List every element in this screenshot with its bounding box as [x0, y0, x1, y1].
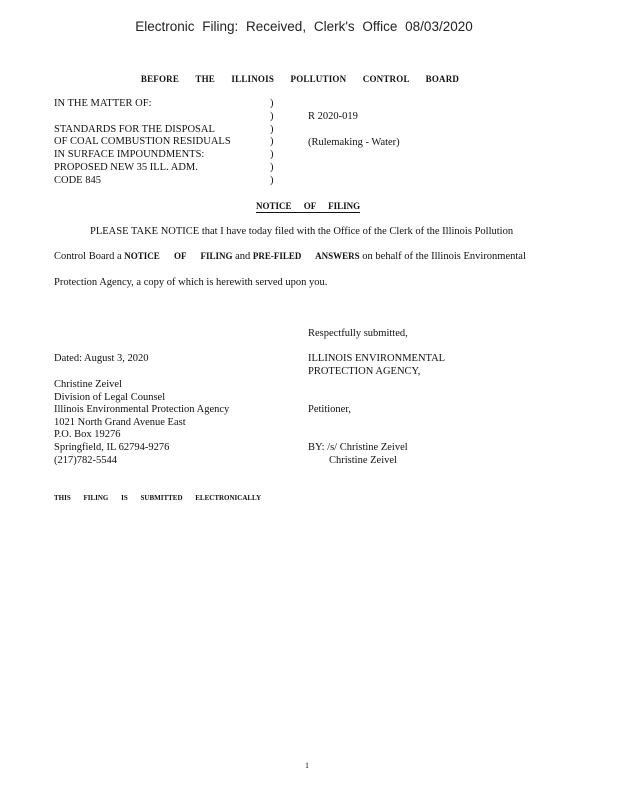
contact-line: P.O. Box 19276: [54, 429, 121, 441]
contact-block: [54, 379, 229, 467]
agency-line: PROTECTION AGENCY,: [308, 365, 421, 377]
caption-paren: ): [270, 123, 274, 135]
caption-parentheses: [270, 98, 274, 188]
caption-line: IN SURFACE IMPOUNDMENTS:: [54, 149, 205, 161]
notice-paragraph-line-3: Protection Agency, a copy of which is herewith served upon you.: [54, 277, 328, 288]
caption-line: OF COAL COMBUSTION RESIDUALS: [54, 136, 231, 148]
text-run: and: [232, 251, 253, 262]
petitioner-label: Petitioner,: [308, 404, 352, 415]
text-run: on behalf of the Illinois Environmental: [359, 251, 526, 262]
agency-name: [308, 353, 445, 379]
caption-line: PROPOSED NEW 35 ILL. ADM.: [54, 161, 198, 173]
page-number: 1: [305, 761, 309, 770]
contact-line: Illinois Environmental Protection Agency: [54, 404, 230, 416]
proceeding-type: (Rulemaking - Water): [308, 137, 400, 148]
board-title: BEFORE THE ILLINOIS POLLUTION CONTROL BOARD: [140, 74, 460, 84]
document-name-notice: NOTICE OF FILING: [124, 251, 233, 261]
respectfully-submitted: Respectfully submitted,: [308, 328, 408, 339]
caption-line: [54, 111, 231, 124]
signature-line: BY: /s/ Christine Zeivel: [308, 442, 408, 453]
agency-line: ILLINOIS ENVIRONMENTAL: [308, 353, 446, 364]
signatory-name: Christine Zeivel: [329, 454, 397, 466]
notice-paragraph-line-2: [54, 251, 526, 262]
contact-line: Division of Legal Counsel: [54, 391, 166, 403]
caption-line: STANDARDS FOR THE DISPOSAL: [54, 123, 215, 135]
date-line: Dated: August 3, 2020: [54, 353, 149, 364]
contact-line: 1021 North Grand Avenue East: [54, 416, 186, 428]
case-number: R 2020-019: [308, 111, 358, 122]
caption-paren: ): [270, 149, 274, 161]
contact-line: Springfield, IL 62794-9276: [54, 441, 170, 453]
electronic-filing-stamp: Electronic Filing: Received, Clerk's Office 08/03/2020: [135, 19, 473, 34]
document-name-answers: PRE-FILED ANSWERS: [252, 251, 360, 261]
caption-paren: ): [270, 98, 274, 109]
caption-paren: ): [270, 110, 274, 122]
signature-block: [308, 442, 408, 468]
caption-paren: ): [270, 174, 274, 186]
text-run: Control Board a: [54, 251, 125, 262]
contact-line: Christine Zeivel: [54, 379, 122, 390]
caption-paren: ): [270, 136, 274, 148]
notice-heading: NOTICE OF FILING: [256, 201, 361, 211]
caption-line: IN THE MATTER OF:: [54, 98, 152, 109]
caption-paren: ): [270, 161, 274, 173]
caption-line: CODE 845: [54, 174, 101, 186]
case-caption: [54, 98, 231, 188]
notice-paragraph-line-1: PLEASE TAKE NOTICE that I have today filed with the Office of the Clerk of the Illinois Pollution: [90, 226, 514, 237]
electronic-filing-notice: THIS FILING IS SUBMITTED ELECTRONICALLY: [54, 494, 262, 502]
contact-line: (217)782-5544: [54, 454, 117, 466]
